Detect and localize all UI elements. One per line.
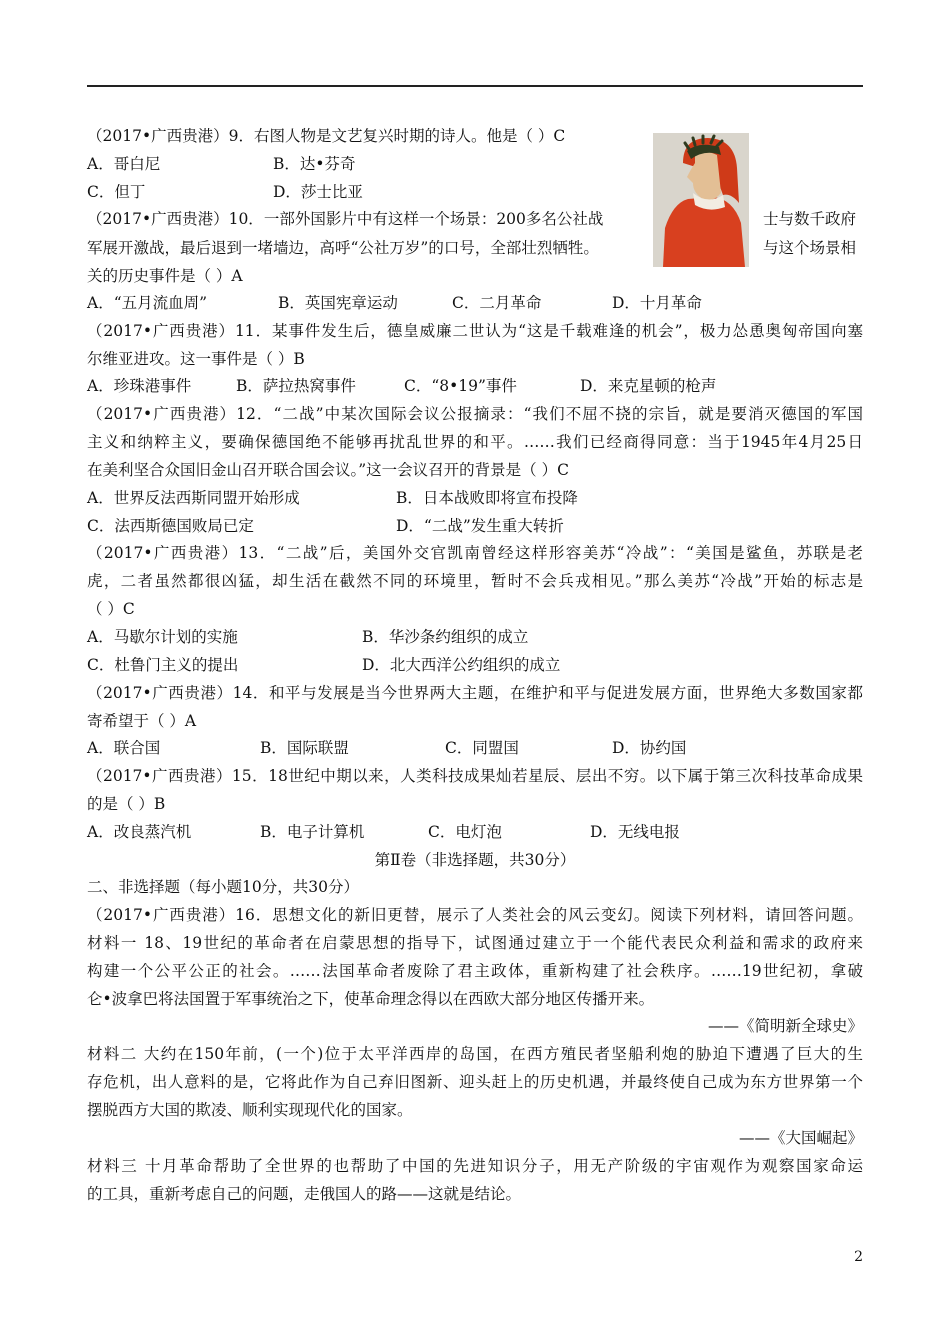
q14-line2: 寄希望于（ ）A bbox=[87, 712, 197, 730]
q13-line1: （2017•广西贵港）13．“二战”后，美国外交官凯南曾经这样形容美苏“冷战”：“美国是鲨鱼，苏联是老 bbox=[87, 544, 863, 562]
q16-material1-line2: 构建一个公平公正的社会。……法国革命者废除了君主政体，重新构建了社会秩序。……19世纪初，拿破 bbox=[87, 962, 863, 980]
q16-material2-source: ——《大国崛起》 bbox=[738, 1129, 863, 1147]
q13-option-d: D．北大西洋公约组织的成立 bbox=[362, 656, 561, 674]
q14-line1: （2017•广西贵港）14．和平与发展是当今世界两大主题，在维护和平与促进发展方面，世界绝大多数国家都 bbox=[87, 684, 863, 702]
q10-line2-right: 与这个场景相 bbox=[763, 239, 857, 257]
q15-option-a: A．改良蒸汽机 bbox=[87, 823, 192, 841]
q13-option-b: B．华沙条约组织的成立 bbox=[362, 628, 529, 646]
q14-option-d: D．协约国 bbox=[612, 739, 687, 757]
q16-material1-source: ——《简明新全球史》 bbox=[707, 1017, 863, 1035]
q12-line3: 在美利坚合众国旧金山召开联合国会议。”这一会议召开的背景是（ ）C bbox=[87, 461, 569, 479]
q15-option-b: B．电子计算机 bbox=[260, 823, 365, 841]
q14-option-b: B．国际联盟 bbox=[260, 739, 349, 757]
q12-option-d: D．“二战”发生重大转折 bbox=[396, 517, 564, 535]
q10-option-c: C．二月革命 bbox=[452, 294, 542, 312]
dante-portrait-image bbox=[653, 133, 749, 267]
q16-material2-line3: 摆脱西方大国的欺凌、顺利实现现代化的国家。 bbox=[87, 1101, 413, 1119]
header-rule bbox=[87, 85, 863, 87]
page-number: 2 bbox=[854, 1249, 863, 1265]
q16-material2-line1: 材料二 大约在150年前，(一个)位于太平洋西岸的岛国，在西方殖民者坚船利炮的胁迫下遭遇了巨大的生 bbox=[87, 1045, 863, 1063]
q14-option-c: C．同盟国 bbox=[445, 739, 519, 757]
q13-option-a: A．马歇尔计划的实施 bbox=[87, 628, 238, 646]
q9-option-d: D．莎士比亚 bbox=[273, 183, 363, 201]
q15-option-c: C．电灯泡 bbox=[428, 823, 502, 841]
q12-option-c: C．法西斯德国败局已定 bbox=[87, 517, 254, 535]
q16-material1-line3: 仑•波拿巴将法国置于军事统治之下，使革命理念得以在西欧大部分地区传播开来。 bbox=[87, 990, 655, 1008]
q10-option-a: A．“五月流血周” bbox=[87, 294, 208, 312]
q16-material3-line2: 的工具，重新考虑自己的问题，走俄国人的路——这就是结论。 bbox=[87, 1185, 522, 1203]
q13-option-c: C．杜鲁门主义的提出 bbox=[87, 656, 239, 674]
q10-option-b: B．英国宪章运动 bbox=[278, 294, 398, 312]
q14-option-a: A．联合国 bbox=[87, 739, 161, 757]
q11-option-b: B．萨拉热窝事件 bbox=[236, 377, 356, 395]
q9-option-b: B．达•芬奇 bbox=[273, 155, 356, 173]
q16-material1-line1: 材料一 18、19世纪的革命者在启蒙思想的指导下，试图通过建立于一个能代表民众利益和需求的政府来 bbox=[87, 934, 863, 952]
q16-material2-line2: 存危机，出人意料的是，它将此作为自己弃旧图新、迎头赶上的历史机遇，并最终使自己成为东方世界第一个 bbox=[87, 1073, 863, 1091]
q10-option-d: D．十月革命 bbox=[612, 294, 702, 312]
q12-option-b: B．日本战败即将宣布投降 bbox=[396, 489, 578, 507]
q11-option-a: A．珍珠港事件 bbox=[87, 377, 192, 395]
q11-line2: 尔维亚进攻。这一事件是（ ）B bbox=[87, 350, 305, 368]
q15-option-d: D．无线电报 bbox=[590, 823, 680, 841]
q12-line2: 主义和纳粹主义，要确保德国绝不能够再扰乱世界的和平。……我们已经商得同意：当于1945年4月25日 bbox=[87, 433, 863, 451]
dante-portrait-icon bbox=[653, 133, 749, 267]
q11-option-c: C．“8•19”事件 bbox=[404, 377, 517, 395]
q12-option-a: A．世界反法西斯同盟开始形成 bbox=[87, 489, 300, 507]
q9-option-c: C．但丁 bbox=[87, 183, 146, 201]
q10-line3: 关的历史事件是（ ）A bbox=[87, 267, 243, 285]
q10-line2-left: 军展开激战，最后退到一堵墙边，高呼“公社万岁”的口号，全部壮烈牺牲。 bbox=[87, 239, 599, 257]
section2-title: 第Ⅱ卷（非选择题，共30分） bbox=[374, 851, 576, 869]
q16-material3-line1: 材料三 十月革命帮助了全世界的也帮助了中国的先进知识分子，用无产阶级的宇宙观作为观察国家命运 bbox=[87, 1157, 863, 1175]
q11-line1: （2017•广西贵港）11．某事件发生后，德皇威廉二世认为“这是千载难逢的机会”，极力怂恿奥匈帝国向塞 bbox=[87, 322, 863, 340]
q16-line1: （2017•广西贵港）16．思想文化的新旧更替，展示了人类社会的风云变幻。阅读下列材料，请回答问题。 bbox=[87, 906, 863, 924]
q15-line1: （2017•广西贵港）15．18世纪中期以来，人类科技成果灿若星辰、层出不穷。以下属于第三次科技革命成果 bbox=[87, 767, 863, 785]
q15-line2: 的是（ ）B bbox=[87, 795, 166, 813]
q13-line2: 虎，二者虽然都很凶猛，却生活在截然不同的环境里，暂时不会兵戎相见。”那么美苏“冷战”开始的标志是 bbox=[87, 572, 863, 590]
q12-line1: （2017•广西贵港）12．“二战”中某次国际会议公报摘录：“我们不屈不挠的宗旨，就是要消灭德国的军国 bbox=[87, 405, 863, 423]
q9-stem: （2017•广西贵港）9．右图人物是文艺复兴时期的诗人。他是（ ）C bbox=[87, 127, 566, 145]
q13-line3: （ ）C bbox=[87, 600, 135, 618]
q11-option-d: D．来克星顿的枪声 bbox=[580, 377, 717, 395]
q10-line1-right: 士与数千政府 bbox=[763, 210, 857, 228]
q10-line1-left: （2017•广西贵港）10．一部外国影片中有这样一个场景：200多名公社战 bbox=[87, 210, 604, 228]
q9-option-a: A．哥白尼 bbox=[87, 155, 161, 173]
section2-heading: 二、非选择题（每小题10分，共30分） bbox=[87, 878, 359, 896]
